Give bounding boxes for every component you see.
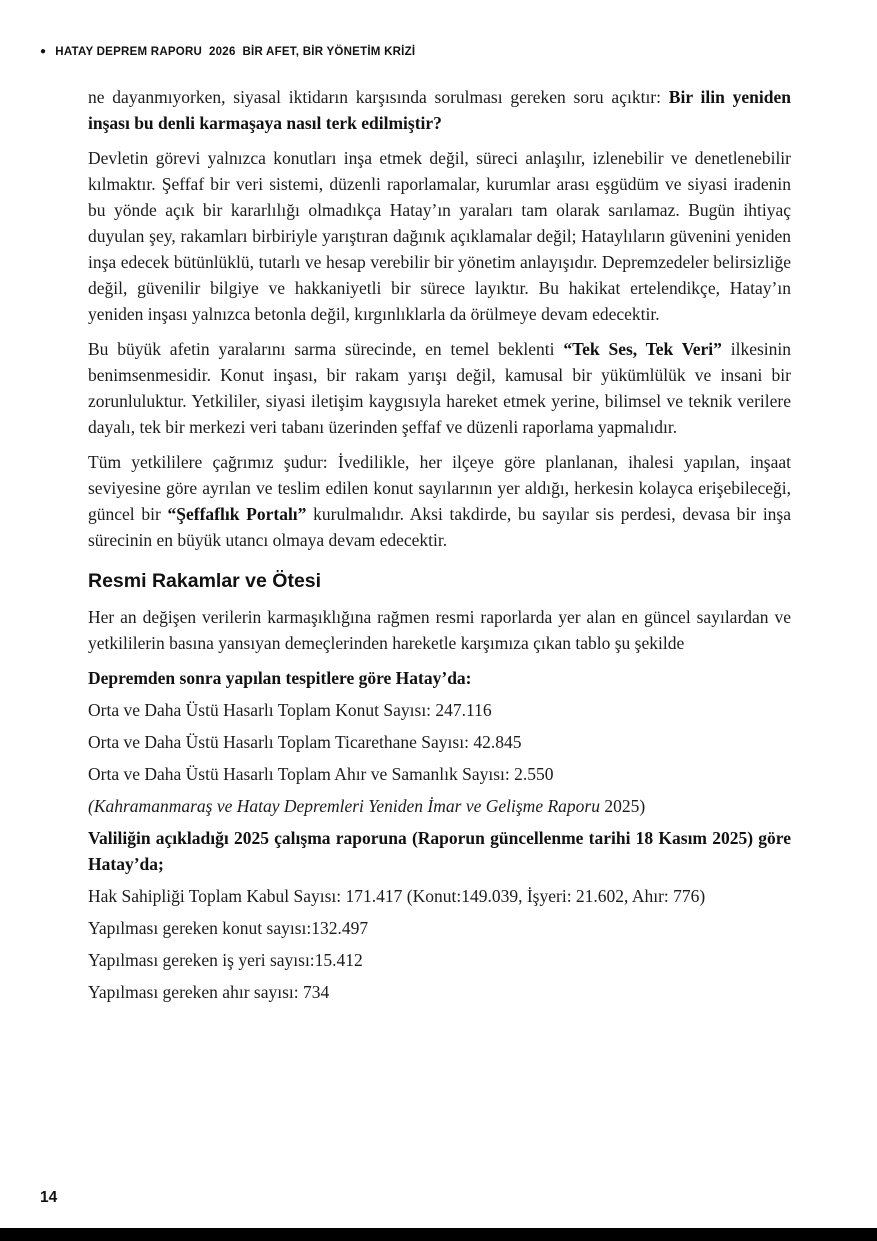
paragraph-intro — [88, 84, 791, 136]
running-header-text: HATAY DEPREM RAPORU 2026 BİR AFET, BİR YÖNETİM KRİZİ — [55, 46, 416, 58]
stat-ticarethane-sayisi: Orta ve Daha Üstü Hasarlı Toplam Ticarethane Sayısı: 42.845 — [88, 732, 522, 752]
paragraph-text: Tüm yetkililere çağrımız şudur: İvedilikle, her ilçeye göre planlanan, ihalesi yapılan, inşaat seviyesine göre ayrılan ve teslim edilen konut sayılarının yer aldığı, herkesin kolayca erişebileceği, güncel bir — [88, 452, 791, 524]
paragraph-text: kurulmalıdır. Aksi takdirde, bu sayılar sis perdesi, devasa bir inşa sürecinin en büyük utancı olmaya devam edecektir. — [88, 504, 792, 550]
stat-konut-sayisi: Orta ve Daha Üstü Hasarlı Toplam Konut Sayısı: 247.116 — [88, 700, 492, 720]
paragraph-bold-text: “Tek Ses, Tek Veri” — [563, 339, 722, 359]
source-note — [88, 793, 791, 819]
source-note-year: 2025) — [599, 796, 646, 816]
paragraph-state-duty — [88, 145, 791, 327]
paragraph-text: ilkesinin benimsenmesidir. Konut inşası, bir rakam yarışı değil, kamusal bir yükümlülük ve insani bir zorunluluktur. Yetkililer, siyasi iletişim kaygısıyla hareket etmek yerine, bilimsel ve teknik verilere dayalı, tek bir merkezi veri tabanı üzerinden şeffaf ve düzenli raporlama yapmalıdır. — [88, 339, 791, 437]
section-heading: Resmi Rakamlar ve Ötesi — [88, 570, 322, 592]
paragraph-text: Bu büyük afetin yaralarını sarma sürecinde, en temel beklenti — [88, 339, 564, 359]
paragraph-text: ne dayanmıyorken, siyasal iktidarın karşısında sorulması gereken soru açıktır: — [88, 87, 669, 107]
subheading-valilik-raporu: Valiliğin açıkladığı 2025 çalışma raporuna (Raporun güncellenme tarihi 18 Kasım 2025) göre Hatay’da; — [88, 828, 791, 874]
stat-hak-sahipligi: Hak Sahipliği Toplam Kabul Sayısı: 171.417 (Konut:149.039, İşyeri: 21.602, Ahır: 776) — [88, 886, 706, 906]
paragraph-text: Devletin görevi yalnızca konutları inşa etmek değil, süreci anlaşılır, izlenebilir ve denetlenebilir kılmaktır. Şeffaf bir veri sistemi, düzenli raporlamalar, kurumlar arası eşgüdüm ve siyasi iradenin bu yönde açık bir kararlılığı olmadıkça Hatay’ın yaraları tam olarak sarılamaz. Bugün ihtiyaç duyulan şey, rakamları birbiriyle yarıştıran dağınık açıklamalar değil; Hataylıların güvenini yeniden inşa edecek bütünlüklü, tutarlı ve hesap verebilir bir yönetim anlayışıdır. Depremzedeler belirsizliğe değil, güvenilir bilgiye ve hakkaniyetli bir sürece layıktır. Bu hakikat ertelendikçe, Hatay’ın yeniden inşası yalnızca betonla değil, kırgınlıklarla da örülmeye devam edecektir. — [88, 148, 791, 324]
stat-ahir-samanlik-sayisi: Orta ve Daha Üstü Hasarlı Toplam Ahır ve Samanlık Sayısı: 2.550 — [88, 764, 554, 784]
paragraph-tek-ses — [88, 336, 791, 440]
running-header — [40, 46, 415, 58]
page-number: 14 — [40, 1189, 58, 1206]
page-content — [88, 84, 791, 1011]
paragraph-text: Her an değişen verilerin karmaşıklığına rağmen resmi raporlarda yer alan en güncel sayılardan ve yetkililerin basına yansıyan demeçlerinden hareketle karşımıza çıkan tablo şu şekilde — [88, 607, 791, 653]
stat-gereken-isyeri: Yapılması gereken iş yeri sayısı:15.412 — [88, 950, 363, 970]
source-note-italic: (Kahramanmaraş ve Hatay Depremleri Yeniden İmar ve Gelişme Raporu — [88, 796, 600, 816]
paragraph-seffaflik-portali — [88, 449, 791, 553]
paragraph-official-numbers — [88, 604, 791, 656]
subheading-post-quake-findings: Depremden sonra yapılan tespitlere göre Hatay’da: — [88, 668, 472, 688]
header-bullet-icon: ● — [40, 46, 47, 57]
bottom-edge-bar — [0, 1228, 877, 1241]
paragraph-bold-text: “Şeffaflık Portalı” — [167, 504, 307, 524]
stat-gereken-ahir: Yapılması gereken ahır sayısı: 734 — [88, 982, 330, 1002]
paragraph-bold-text: Bir ilin yeniden inşası bu denli karmaşaya nasıl terk edilmiştir? — [88, 87, 791, 133]
stat-gereken-konut: Yapılması gereken konut sayısı:132.497 — [88, 918, 369, 938]
